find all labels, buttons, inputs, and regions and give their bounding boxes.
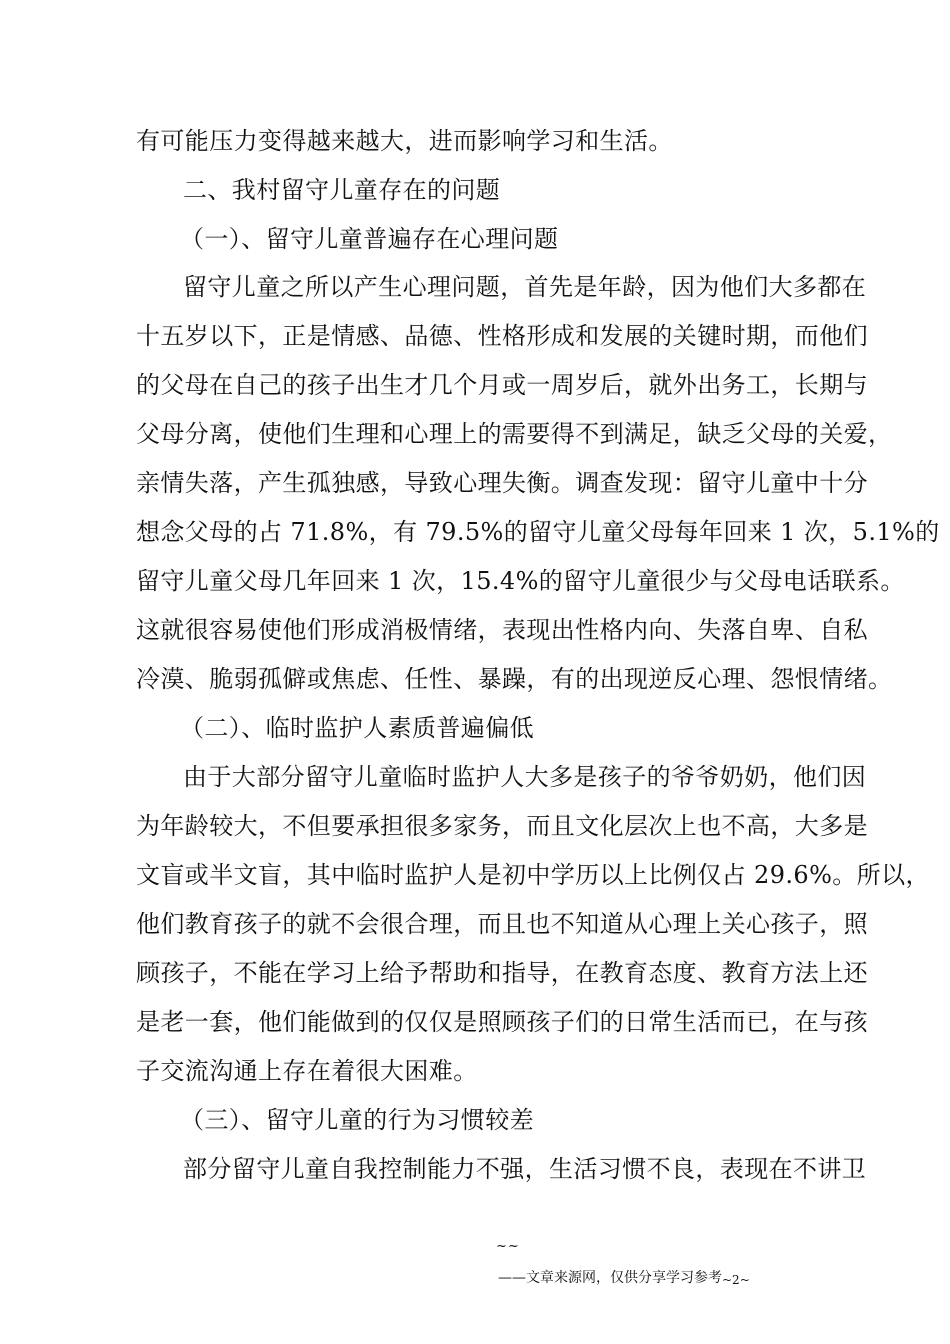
paragraph-line: 顾孩子，不能在学习上给予帮助和指导，在教育态度、教育方法上还 <box>136 959 868 987</box>
paragraph-line: 文盲或半文盲，其中临时监护人是初中学历以上比例仅占 29.6%。所以， <box>136 861 930 889</box>
paragraph-line: 有可能压力变得越来越大，进而影响学习和生活。 <box>136 127 673 155</box>
paragraph-line: 留守儿童之所以产生心理问题，首先是年龄，因为他们大多都在 <box>183 273 867 301</box>
paragraph-line: 亲情失落，产生孤独感，导致心理失衡。调查发现：留守儿童中十分 <box>136 469 868 497</box>
paragraph-line: 由于大部分留守儿童临时监护人大多是孩子的爷爷奶奶，他们因 <box>183 763 867 791</box>
paragraph-line: 子交流沟通上存在着很大困难。 <box>136 1057 478 1085</box>
paragraph-line: 的父母在自己的孩子出生才几个月或一周岁后，就外出务工，长期与 <box>136 371 868 399</box>
paragraph-line: 他们教育孩子的就不会很合理，而且也不知道从心理上关心孩子，照 <box>136 910 868 938</box>
subsection-heading: （三）、留守儿童的行为习惯较差 <box>180 1106 534 1134</box>
section-heading: 二、我村留守儿童存在的问题 <box>183 176 501 204</box>
paragraph-line: 为年龄较大，不但要承担很多家务，而且文化层次上也不高，大多是 <box>136 812 868 840</box>
subsection-heading: （一）、留守儿童普遍存在心理问题 <box>180 225 559 253</box>
paragraph-line: 这就很容易使他们形成消极情绪，表现出性格内向、失落自卑、自私 <box>136 616 868 644</box>
paragraph-line: 想念父母的占 71.8%，有 79.5%的留守儿童父母每年回来 1 次，5.1%的 <box>136 518 940 546</box>
paragraph-line: 冷漠、脆弱孤僻或焦虑、任性、暴躁，有的出现逆反心理、怨恨情绪。 <box>136 665 893 693</box>
paragraph-line: 留守儿童父母几年回来 1 次，15.4%的留守儿童很少与父母电话联系。 <box>136 567 905 595</box>
footer-text: ——文章来源网，仅供分享学习参考 <box>498 1270 722 1286</box>
page-number: ~2~ <box>722 1273 750 1287</box>
paragraph-line: 十五岁以下，正是情感、品德、性格形成和发展的关键时期，而他们 <box>136 322 868 350</box>
subsection-heading: （二）、临时监护人素质普遍偏低 <box>180 714 534 742</box>
footer-mark: ~~ <box>496 1239 520 1254</box>
page-footer <box>498 1270 750 1288</box>
paragraph-line: 父母分离，使他们生理和心理上的需要得不到满足，缺乏父母的关爱， <box>136 420 893 448</box>
paragraph-line: 部分留守儿童自我控制能力不强，生活习惯不良，表现在不讲卫 <box>183 1155 867 1183</box>
paragraph-line: 是老一套，他们能做到的仅仅是照顾孩子们的日常生活而已，在与孩 <box>136 1008 868 1036</box>
